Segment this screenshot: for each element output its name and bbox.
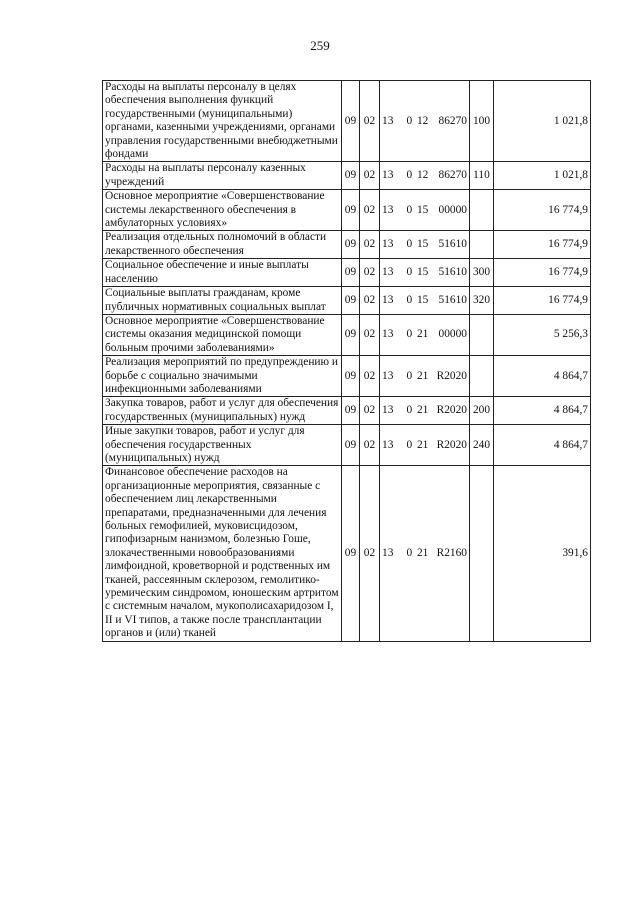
table-row <box>103 190 591 231</box>
amount: 16 774,9 <box>494 231 591 259</box>
section-code: 09 <box>342 397 360 425</box>
subsection-code: 02 <box>360 425 380 466</box>
section-code: 09 <box>342 314 360 355</box>
row-name: Реализация отдельных полномочий в области лекарственного обеспечения <box>103 231 342 259</box>
section-code: 09 <box>342 466 360 641</box>
target-item-code <box>380 81 470 162</box>
target-item-code-part: 13 <box>382 546 394 559</box>
row-name: Расходы на выплаты персоналу в целях обеспечения выполнения функций государственными (муниципальными) органами, казенными учреждениями, органами управления государственными внебюджетными фондами <box>103 81 342 162</box>
page-number: 259 <box>310 38 330 53</box>
subsection-code: 02 <box>360 190 380 231</box>
target-item-code-part: 13 <box>382 293 394 306</box>
table-row <box>103 287 591 315</box>
row-name: Социальное обеспечение и иные выплаты населению <box>103 259 342 287</box>
table-row <box>103 356 591 397</box>
target-item-code-part: 13 <box>382 203 394 216</box>
amount: 5 256,3 <box>494 314 591 355</box>
table-row <box>103 314 591 355</box>
target-item-code-part: 0 <box>406 546 413 559</box>
row-name: Расходы на выплаты персоналу казенных учреждений <box>103 162 342 190</box>
table-row <box>103 231 591 259</box>
target-item-code <box>380 190 470 231</box>
target-item-code-part: 13 <box>382 328 394 341</box>
target-item-code <box>380 287 470 315</box>
expense-type-code: 240 <box>470 425 494 466</box>
target-item-code-part: 0 <box>406 203 413 216</box>
target-item-code-part: 0 <box>406 328 413 341</box>
target-item-code-part: 0 <box>406 293 413 306</box>
subsection-code: 02 <box>360 162 380 190</box>
target-item-code <box>380 231 470 259</box>
target-item-code-part: 13 <box>382 438 394 451</box>
expense-type-code: 100 <box>470 81 494 162</box>
target-item-code-part: R2020 <box>436 369 467 382</box>
expense-type-code <box>470 314 494 355</box>
target-item-code-part: 0 <box>406 265 413 278</box>
target-item-code-part: 13 <box>382 265 394 278</box>
target-item-code-part: 15 <box>416 293 429 306</box>
target-item-code-part: 21 <box>416 438 429 451</box>
subsection-code: 02 <box>360 466 380 641</box>
table-row <box>103 397 591 425</box>
section-code: 09 <box>342 162 360 190</box>
target-item-code-part: 21 <box>416 546 429 559</box>
target-item-code-part: 15 <box>416 203 429 216</box>
target-item-code <box>380 397 470 425</box>
target-item-code-part: 13 <box>382 404 394 417</box>
expense-type-code <box>470 466 494 641</box>
target-item-code-part: 13 <box>382 169 394 182</box>
target-item-code-part: 0 <box>406 238 413 251</box>
target-item-code-part: 00000 <box>438 203 467 216</box>
target-item-code-part: 13 <box>382 369 394 382</box>
subsection-code: 02 <box>360 287 380 315</box>
target-item-code-part: R2020 <box>436 404 467 417</box>
expense-type-code: 110 <box>470 162 494 190</box>
target-item-code-part: 21 <box>416 328 429 341</box>
target-item-code <box>380 356 470 397</box>
section-code: 09 <box>342 259 360 287</box>
section-code: 09 <box>342 425 360 466</box>
target-item-code-part: 86270 <box>438 169 467 182</box>
expense-type-code: 200 <box>470 397 494 425</box>
amount: 4 864,7 <box>494 397 591 425</box>
section-code: 09 <box>342 356 360 397</box>
subsection-code: 02 <box>360 231 380 259</box>
table-row <box>103 466 591 641</box>
subsection-code: 02 <box>360 81 380 162</box>
subsection-code: 02 <box>360 356 380 397</box>
amount: 16 774,9 <box>494 287 591 315</box>
row-name: Реализация мероприятий по предупреждению и борьбе с социально значимыми инфекционными заболеваниями <box>103 356 342 397</box>
target-item-code-part: 21 <box>416 404 429 417</box>
amount: 1 021,8 <box>494 162 591 190</box>
expense-type-code <box>470 231 494 259</box>
row-name: Основное мероприятие «Совершенствование системы лекарственного обеспечения в амбулаторных условиях» <box>103 190 342 231</box>
target-item-code <box>380 162 470 190</box>
target-item-code-part: R2020 <box>436 438 467 451</box>
section-code: 09 <box>342 81 360 162</box>
subsection-code: 02 <box>360 314 380 355</box>
target-item-code-part: 0 <box>406 404 413 417</box>
table-row <box>103 162 591 190</box>
amount: 4 864,7 <box>494 356 591 397</box>
row-name: Закупка товаров, работ и услуг для обеспечения государственных (муниципальных) нужд <box>103 397 342 425</box>
target-item-code-part: 00000 <box>438 328 467 341</box>
expense-type-code: 300 <box>470 259 494 287</box>
target-item-code-part: 21 <box>416 369 429 382</box>
target-item-code-part: R2160 <box>436 546 467 559</box>
amount: 16 774,9 <box>494 259 591 287</box>
target-item-code-part: 51610 <box>438 238 467 251</box>
target-item-code <box>380 314 470 355</box>
target-item-code <box>380 425 470 466</box>
target-item-code-part: 0 <box>406 369 413 382</box>
table-row <box>103 81 591 162</box>
row-name: Иные закупки товаров, работ и услуг для обеспечения государственных (муниципальных) нужд <box>103 425 342 466</box>
section-code: 09 <box>342 190 360 231</box>
table-row <box>103 425 591 466</box>
target-item-code-part: 51610 <box>438 293 467 306</box>
amount: 391,6 <box>494 466 591 641</box>
section-code: 09 <box>342 287 360 315</box>
target-item-code-part: 0 <box>406 169 413 182</box>
subsection-code: 02 <box>360 397 380 425</box>
amount: 16 774,9 <box>494 190 591 231</box>
target-item-code-part: 86270 <box>438 114 467 127</box>
target-item-code-part: 13 <box>382 114 394 127</box>
target-item-code-part: 13 <box>382 238 394 251</box>
row-name: Социальные выплаты гражданам, кроме публичных нормативных социальных выплат <box>103 287 342 315</box>
expense-type-code <box>470 356 494 397</box>
target-item-code-part: 12 <box>416 169 429 182</box>
target-item-code <box>380 259 470 287</box>
section-code: 09 <box>342 231 360 259</box>
expense-type-code: 320 <box>470 287 494 315</box>
budget-table <box>102 80 591 642</box>
subsection-code: 02 <box>360 259 380 287</box>
target-item-code-part: 51610 <box>438 265 467 278</box>
target-item-code <box>380 466 470 641</box>
target-item-code-part: 12 <box>416 114 429 127</box>
target-item-code-part: 15 <box>416 238 429 251</box>
amount: 1 021,8 <box>494 81 591 162</box>
amount: 4 864,7 <box>494 425 591 466</box>
target-item-code-part: 15 <box>416 265 429 278</box>
target-item-code-part: 0 <box>406 114 413 127</box>
row-name: Финансовое обеспечение расходов на организационные мероприятия, связанные с обеспечением лиц лекарственными препаратами, предназначенными для лечения больных гемофилией, муковисцидозом, гипофизарным нанизмом, болезнью Гоше, злокачественными новообразованиями лимфоидной, кроветворной и родственных им тканей, рассеянным склерозом, гемолитико-уремическим синдромом, юношеским артритом с системным началом, мукополисахаридозом I, II и VI типов, а также после трансплантации органов и (или) тканей <box>103 466 342 641</box>
expense-type-code <box>470 190 494 231</box>
target-item-code-part: 0 <box>406 438 413 451</box>
row-name: Основное мероприятие «Совершенствование системы оказания медицинской помощи больным прочими заболеваниями» <box>103 314 342 355</box>
table-row <box>103 259 591 287</box>
